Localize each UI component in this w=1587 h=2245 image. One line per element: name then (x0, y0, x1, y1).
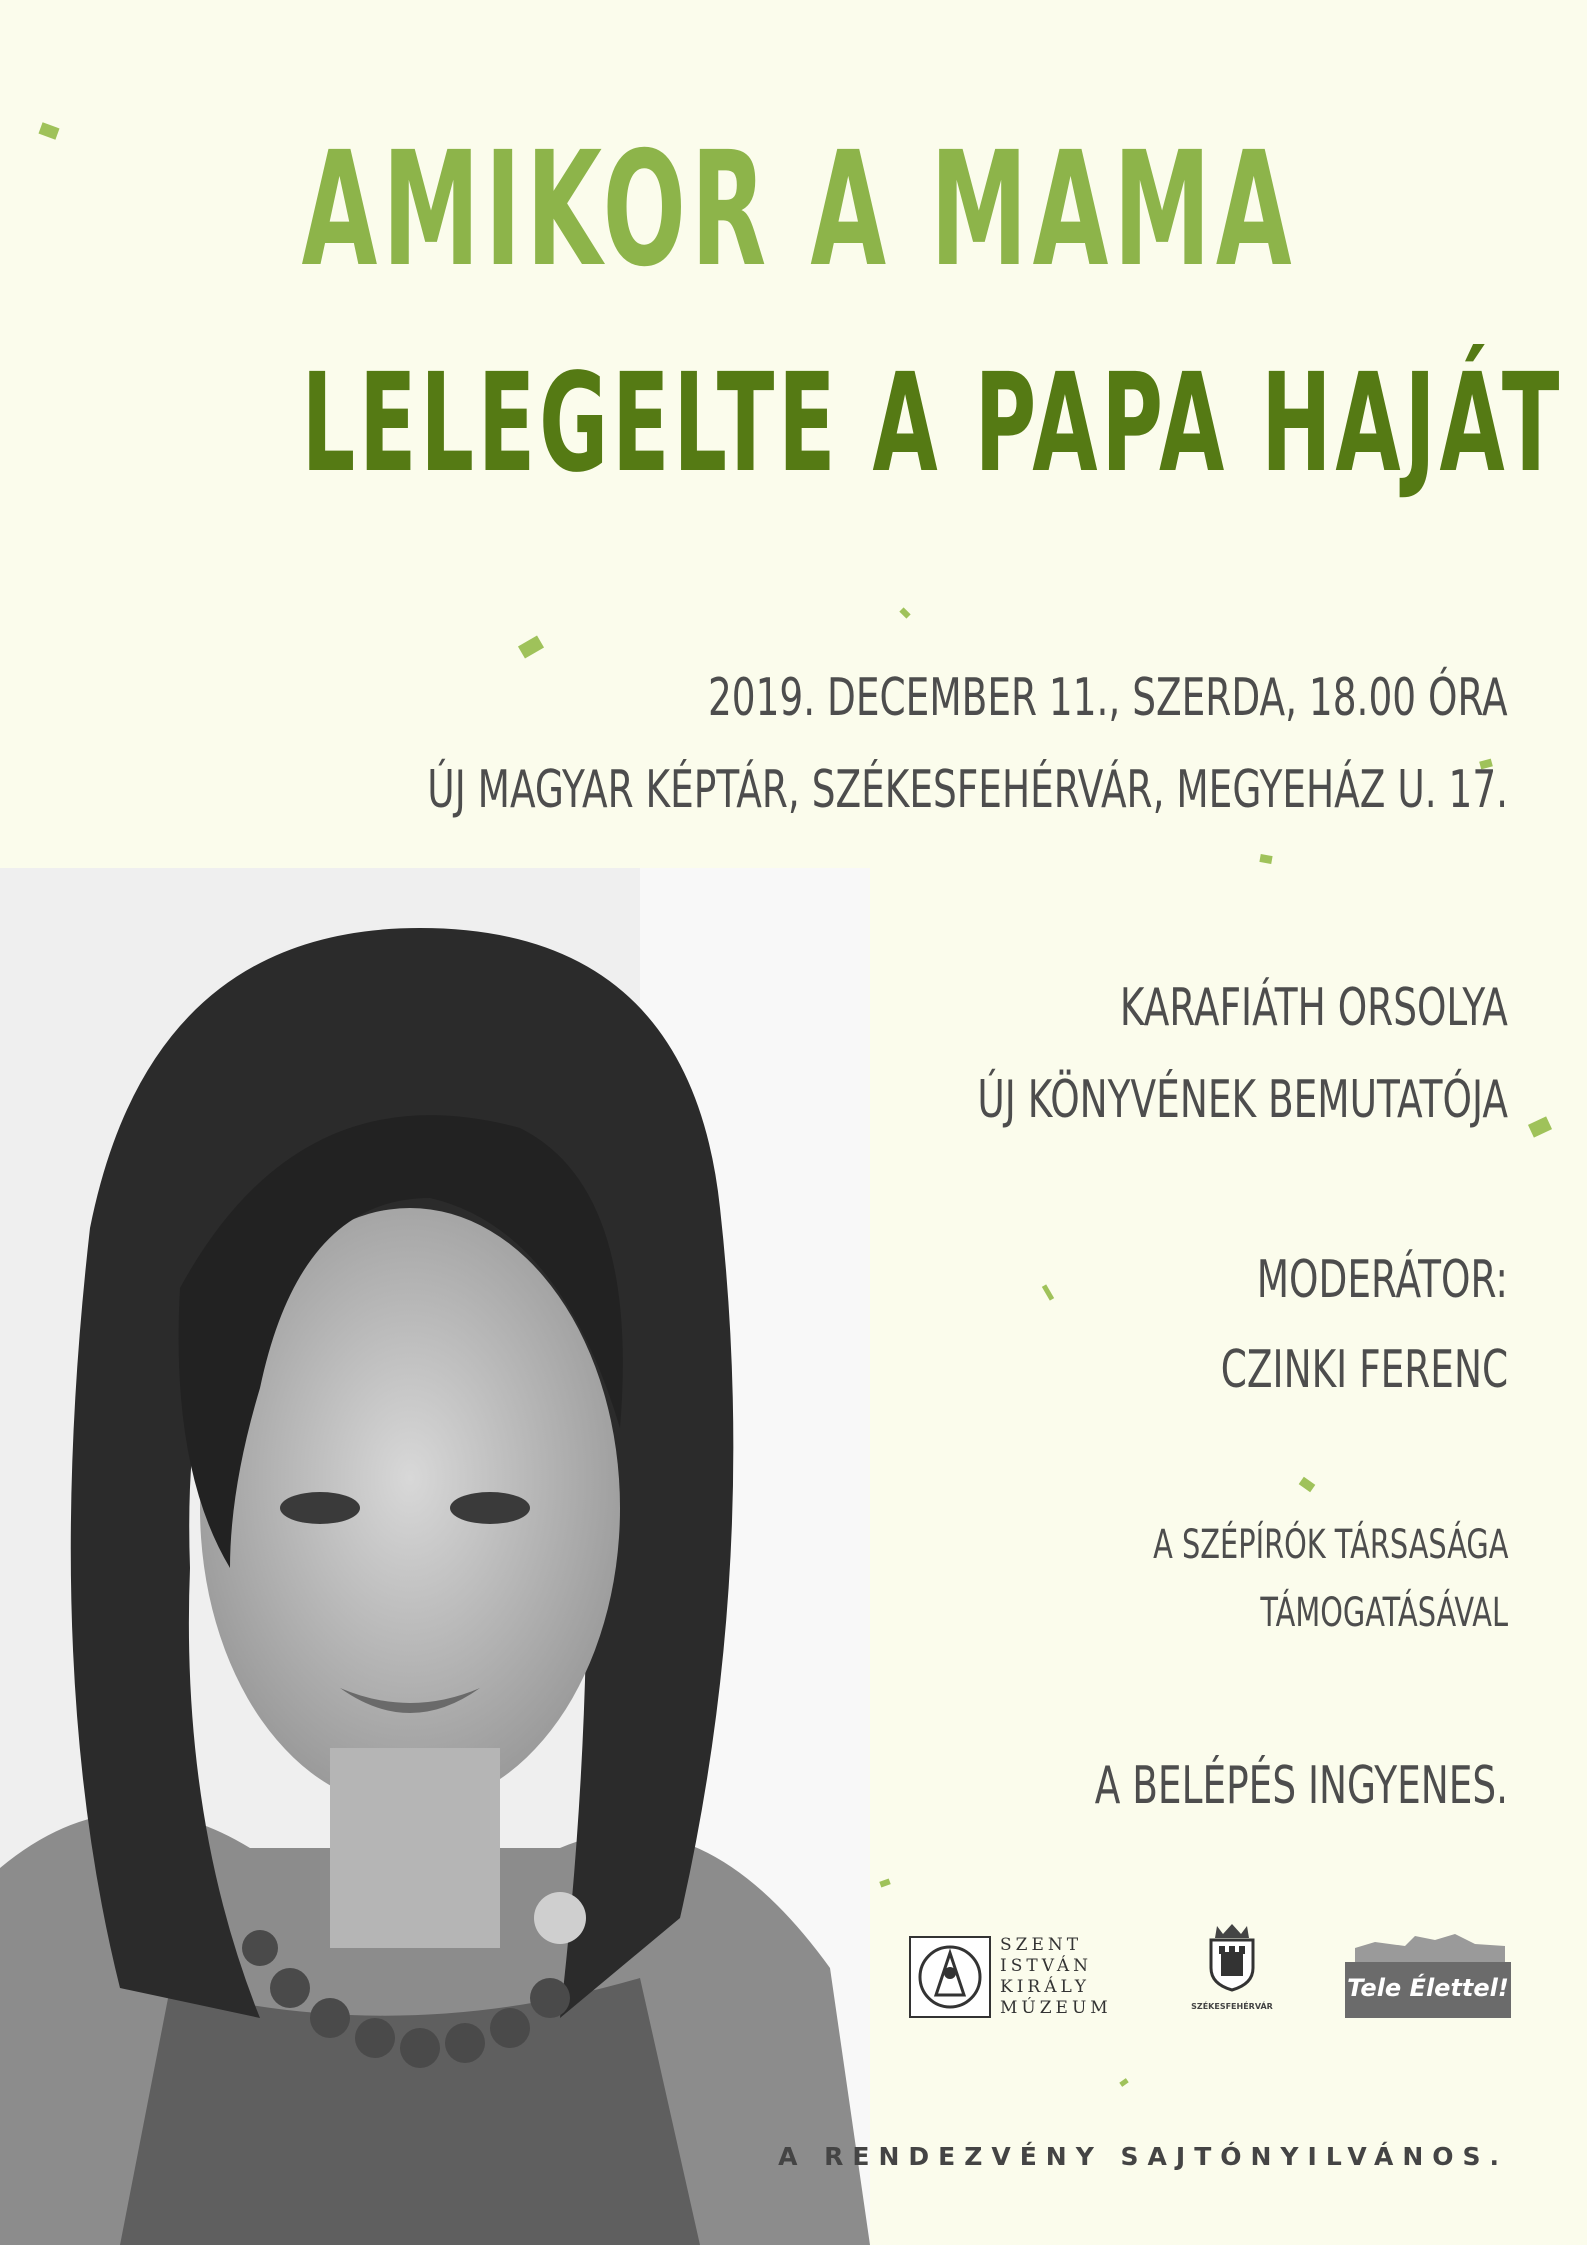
city-crest-icon (1197, 1922, 1267, 1992)
confetti-fleck (879, 1878, 890, 1887)
confetti-fleck (38, 122, 59, 139)
tele-elettel-label: Tele Élettel! (1347, 1974, 1509, 2002)
confetti-fleck (899, 607, 910, 618)
museum-logo-line: KIRÁLY (1000, 1977, 1090, 1997)
title-line-1: AMIKOR A MAMA (301, 118, 1297, 302)
confetti-fleck (1299, 1477, 1316, 1492)
museum-emblem-icon (908, 1935, 992, 2019)
event-datetime: 2019. DECEMBER 11., SZERDA, 18.00 ÓRA (708, 668, 1508, 728)
free-entry-note: A BELÉPÉS INGYENES. (1094, 1756, 1508, 1816)
confetti-fleck (1042, 1284, 1054, 1300)
title-line-2: LELEGELTE A PAPA HAJÁT (301, 345, 1564, 503)
confetti-fleck (1119, 2078, 1128, 2087)
author-portrait-image (0, 868, 870, 2245)
support-line-2: TÁMOGATÁSÁVAL (1260, 1590, 1508, 1636)
confetti-fleck (518, 635, 544, 658)
museum-logo (908, 1935, 1112, 2019)
museum-logo-line: MÚZEUM (1000, 1998, 1112, 2018)
event-venue: ÚJ MAGYAR KÉPTÁR, SZÉKESFEHÉRVÁR, MEGYEHÁZ U. 17. (427, 760, 1508, 820)
city-logo (1182, 1922, 1282, 2022)
book-launch: ÚJ KÖNYVÉNEK BEMUTATÓJA (977, 1070, 1508, 1130)
moderator-label: MODERÁTOR: (1256, 1250, 1508, 1310)
confetti-fleck (1528, 1116, 1552, 1137)
author-photo (0, 868, 870, 2245)
museum-logo-line: ISTVÁN (1000, 1956, 1092, 1976)
confetti-fleck (1259, 854, 1272, 864)
author-name: KARAFIÁTH ORSOLYA (1119, 978, 1508, 1038)
tele-elettel-logo (1345, 1932, 1511, 2018)
museum-logo-line: SZENT (1000, 1935, 1083, 1955)
support-line-1: A SZÉPÍRÓK TÁRSASÁGA (1152, 1522, 1508, 1568)
moderator-name: CZINKI FERENC (1220, 1340, 1508, 1400)
city-logo-label: SZÉKESFEHÉRVÁR (1191, 2002, 1273, 2011)
press-public-note: A RENDEZVÉNY SAJTÓNYILVÁNOS. (778, 2142, 1508, 2171)
